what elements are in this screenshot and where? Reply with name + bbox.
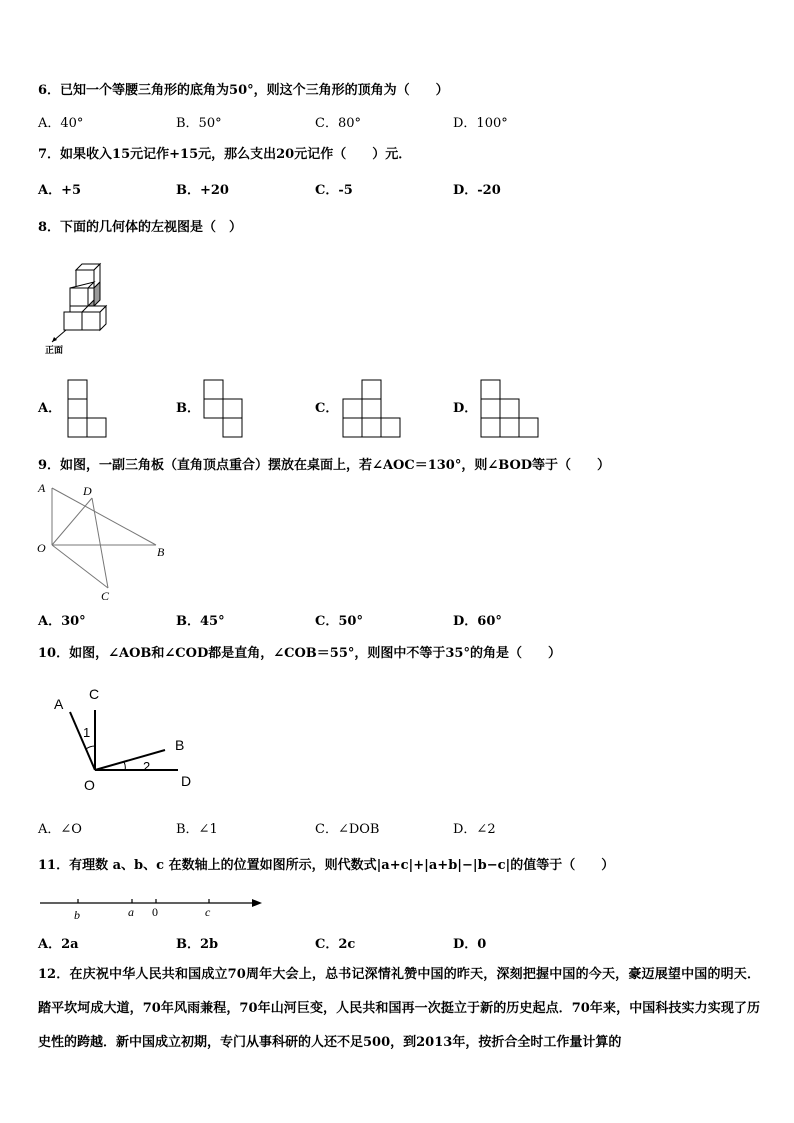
- q9-option-c: C．50°: [315, 614, 363, 629]
- q11-number-line: [38, 892, 264, 924]
- q8-view-a: [67, 379, 109, 439]
- q7-option-a: A．+5: [38, 183, 82, 198]
- q11-option-c: C．2c: [315, 937, 356, 952]
- q10-label-b: B: [175, 737, 185, 753]
- q10-label-o: O: [84, 777, 95, 793]
- q10-stem: 10．如图，∠AOB和∠COD都是直角，∠COB＝55°，则图中不等于35°的角是（ ）: [38, 646, 561, 661]
- q8-view-c: [342, 379, 402, 439]
- axis-label-zero: 0: [152, 905, 158, 919]
- q10-label-c: C: [89, 686, 100, 702]
- axis-label-c: c: [205, 905, 211, 919]
- q8-stem: 8．下面的几何体的左视图是（ ）: [38, 220, 243, 235]
- q11-stem: 11．有理数 a、b、c 在数轴上的位置如图所示，则代数式|a+c|+|a+b|−|b−c|的值等于（ ）: [38, 858, 615, 873]
- q10-angle-figure: [50, 680, 200, 795]
- q8-option-c: C．: [315, 401, 339, 416]
- q10-label-angle-2: 2: [143, 759, 151, 774]
- q6-stem: 6．已知一个等腰三角形的底角为50°，则这个三角形的顶角为（ ）: [38, 83, 449, 98]
- q10-label-d: D: [181, 773, 192, 789]
- q9-label-o: O: [37, 541, 46, 555]
- q9-option-b: B．45°: [176, 614, 225, 629]
- q6-option-c: C．80°: [315, 116, 361, 131]
- q9-option-a: A．30°: [38, 614, 86, 629]
- q10-option-b: B．∠1: [176, 822, 218, 837]
- q10-option-a: A．∠O: [38, 822, 82, 837]
- q9-label-c: C: [101, 589, 110, 603]
- q11-option-b: B．2b: [176, 937, 219, 952]
- q6-option-b: B．50°: [176, 116, 222, 131]
- q8-view-b: [203, 379, 245, 439]
- q10-label-angle-1: 1: [83, 725, 91, 740]
- q6-option-a: A．40°: [38, 116, 84, 131]
- q9-label-a: A: [38, 481, 46, 495]
- q8-view-d: [480, 379, 540, 439]
- q7-option-c: C．-5: [315, 183, 353, 198]
- q9-label-d: D: [83, 484, 92, 498]
- q6-option-d: D．100°: [453, 116, 508, 131]
- axis-label-b: b: [74, 908, 80, 922]
- q11-option-a: A．2a: [38, 937, 79, 952]
- q9-label-b: B: [157, 545, 165, 559]
- q7-option-d: D．-20: [453, 183, 501, 198]
- q7-option-b: B．+20: [176, 183, 229, 198]
- axis-label-a: a: [128, 905, 134, 919]
- q9-stem: 9．如图，一副三角板（直角顶点重合）摆放在桌面上，若∠AOC＝130°，则∠BOD等于（ ）: [38, 458, 611, 473]
- q8-option-a: A．: [38, 401, 62, 416]
- q8-option-d: D．: [453, 401, 478, 416]
- front-label: 正面: [45, 346, 64, 356]
- q12-paragraph: 12．在庆祝中华人民共和国成立70周年大会上，总书记深情礼赞中国的昨天，深刻把握中国的今天，豪迈展望中国的明天．踏平坎坷成大道，70年风雨兼程，70年山河巨变，人民共和国再一次挺立于新的历史起点．70年来，中国科技实力实现了历史性的跨越．新中国成立初期，专门从事科研的人还不足500，到2013年，按折合全时工作量计算的: [38, 967, 760, 1050]
- q9-triangle-figure: [36, 480, 176, 605]
- q9-option-d: D．60°: [453, 614, 502, 629]
- q10-option-d: D．∠2: [453, 822, 496, 837]
- q11-option-d: D．0: [453, 937, 487, 952]
- q10-option-c: C．∠DOB: [315, 822, 380, 837]
- q10-label-a: A: [54, 696, 64, 712]
- q8-option-b: B．: [176, 401, 200, 416]
- q7-stem: 7．如果收入15元记作+15元，那么支出20元记作（ ）元．: [38, 147, 412, 162]
